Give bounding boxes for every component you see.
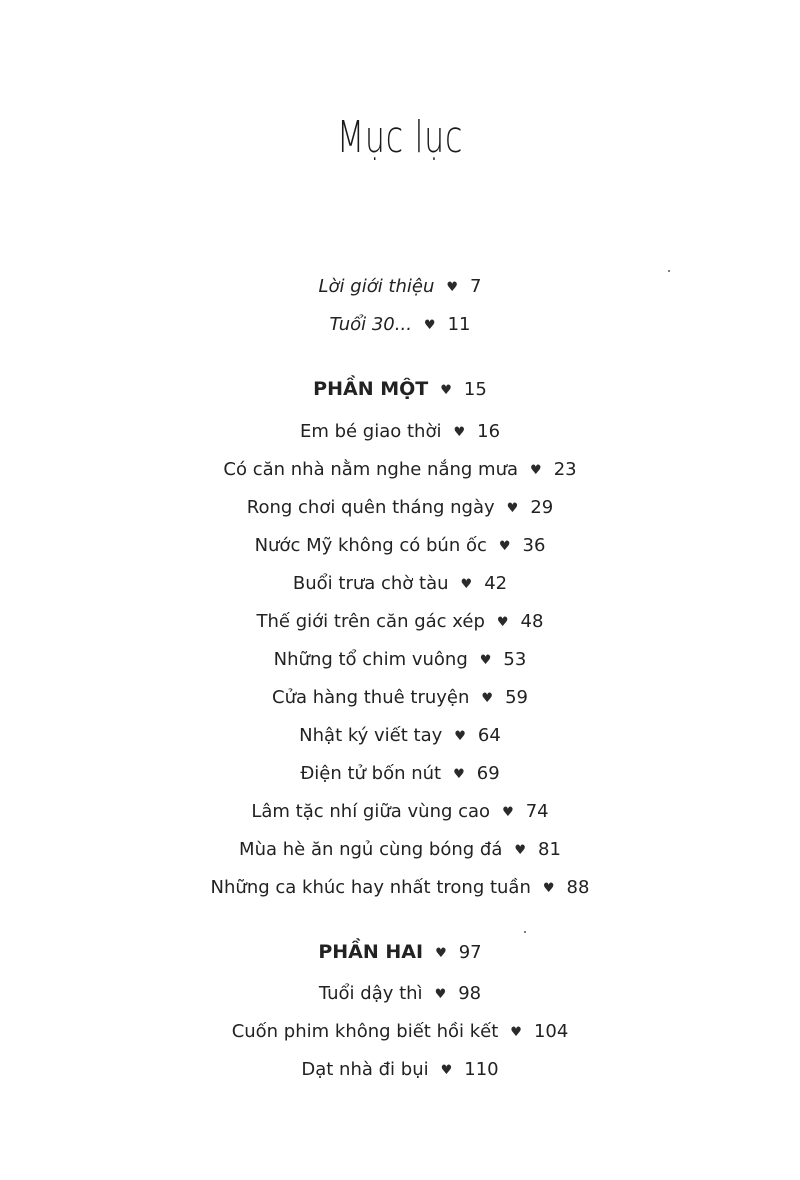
- heart-icon: ♥: [498, 539, 511, 554]
- heart-icon: ♥: [530, 463, 542, 478]
- entry-page-number: 98: [458, 983, 482, 1004]
- entry-label: Thế giới trên căn gác xép: [256, 611, 485, 632]
- heart-icon: ♥: [479, 653, 492, 668]
- entry-label: Những tổ chim vuông: [273, 649, 468, 670]
- part-page-number: 97: [458, 942, 482, 963]
- entry-label: Nước Mỹ không có bún ốc: [254, 535, 487, 556]
- toc-entry[interactable]: [0, 1058, 800, 1084]
- toc-entry[interactable]: [0, 686, 800, 712]
- part-label: PHẦN HAI: [318, 941, 424, 963]
- entry-label: Mùa hè ăn ngủ cùng bóng đá: [239, 839, 503, 860]
- toc-entry[interactable]: [0, 724, 800, 750]
- entry-label: Cuốn phim không biết hồi kết: [231, 1021, 499, 1042]
- toc-entry-intro[interactable]: [0, 313, 800, 339]
- heart-icon: ♥: [423, 318, 436, 333]
- heart-icon: ♥: [506, 501, 519, 516]
- toc-entry[interactable]: [0, 496, 800, 522]
- entry-page-number: 53: [503, 649, 527, 670]
- toc-entry[interactable]: [0, 800, 800, 826]
- entry-page-number: 42: [484, 573, 508, 594]
- entry-page-number: 69: [476, 763, 500, 784]
- heart-icon: ♥: [481, 691, 494, 706]
- entry-page-number: 104: [533, 1021, 569, 1042]
- toc-entry[interactable]: [0, 838, 800, 864]
- entry-page-number: 29: [530, 497, 554, 518]
- entry-label: Dạt nhà đi bụi: [301, 1059, 429, 1080]
- heart-icon: ♥: [502, 805, 514, 820]
- entry-label: Có căn nhà nằm nghe nắng mưa: [223, 459, 519, 480]
- toc-entry[interactable]: [0, 610, 800, 636]
- heart-icon: ♥: [434, 987, 447, 1002]
- heart-icon: ♥: [446, 280, 459, 295]
- toc-entry[interactable]: [0, 420, 800, 446]
- toc-entry[interactable]: [0, 458, 800, 484]
- part-label: PHẦN MỘT: [313, 378, 429, 400]
- entry-label: Rong chơi quên tháng ngày: [246, 497, 495, 518]
- entry-label: Buổi trưa chờ tàu: [292, 573, 449, 594]
- entry-page-number: 7: [470, 276, 482, 297]
- heart-icon: ♥: [542, 881, 555, 896]
- entry-page-number: 11: [447, 314, 471, 335]
- entry-label: Những ca khúc hay nhất trong tuần: [210, 877, 531, 898]
- heart-icon: ♥: [514, 843, 527, 858]
- entry-label: Tuổi 30...: [329, 314, 412, 335]
- entry-label: Em bé giao thời: [299, 421, 442, 442]
- entry-page-number: 88: [566, 877, 590, 898]
- toc-part-heading[interactable]: [0, 377, 800, 404]
- scan-speck: [524, 931, 526, 933]
- entry-page-number: 23: [553, 459, 577, 480]
- heart-icon: ♥: [460, 577, 473, 592]
- entry-page-number: 110: [464, 1059, 499, 1080]
- scan-speck: [668, 270, 670, 272]
- entry-label: Nhật ký viết tay: [299, 725, 443, 746]
- toc-part-heading[interactable]: [0, 940, 800, 967]
- toc-entry[interactable]: [0, 648, 800, 674]
- toc-entry[interactable]: [0, 876, 800, 902]
- entry-page-number: 74: [525, 801, 549, 822]
- entry-page-number: 48: [520, 611, 544, 632]
- page-title: Mục lục: [336, 112, 464, 163]
- toc-entry-intro[interactable]: [0, 275, 800, 301]
- part-page-number: 15: [463, 379, 487, 400]
- entry-page-number: 59: [505, 687, 528, 708]
- heart-icon: ♥: [453, 425, 466, 440]
- entry-page-number: 16: [477, 421, 501, 442]
- entry-label: Lời giới thiệu: [318, 276, 435, 297]
- heart-icon: ♥: [440, 1063, 453, 1078]
- entry-label: Lâm tặc nhí giữa vùng cao: [251, 801, 491, 822]
- toc-entry[interactable]: [0, 762, 800, 788]
- heart-icon: ♥: [453, 767, 465, 782]
- entry-page-number: 81: [538, 839, 561, 860]
- toc-entry[interactable]: [0, 982, 800, 1008]
- heart-icon: ♥: [510, 1025, 522, 1040]
- heart-icon: ♥: [454, 729, 466, 744]
- toc-entry[interactable]: [0, 1020, 800, 1046]
- entry-page-number: 36: [522, 535, 546, 556]
- heart-icon: ♥: [496, 615, 509, 630]
- entry-label: Tuổi dậy thì: [318, 983, 423, 1004]
- entry-page-number: 64: [477, 725, 501, 746]
- toc-entry[interactable]: [0, 572, 800, 598]
- toc-entry[interactable]: [0, 534, 800, 560]
- entry-label: Điện tử bốn nút: [300, 763, 442, 784]
- heart-icon: ♥: [440, 383, 452, 398]
- entry-label: Cửa hàng thuê truyện: [272, 687, 470, 708]
- heart-icon: ♥: [435, 946, 447, 961]
